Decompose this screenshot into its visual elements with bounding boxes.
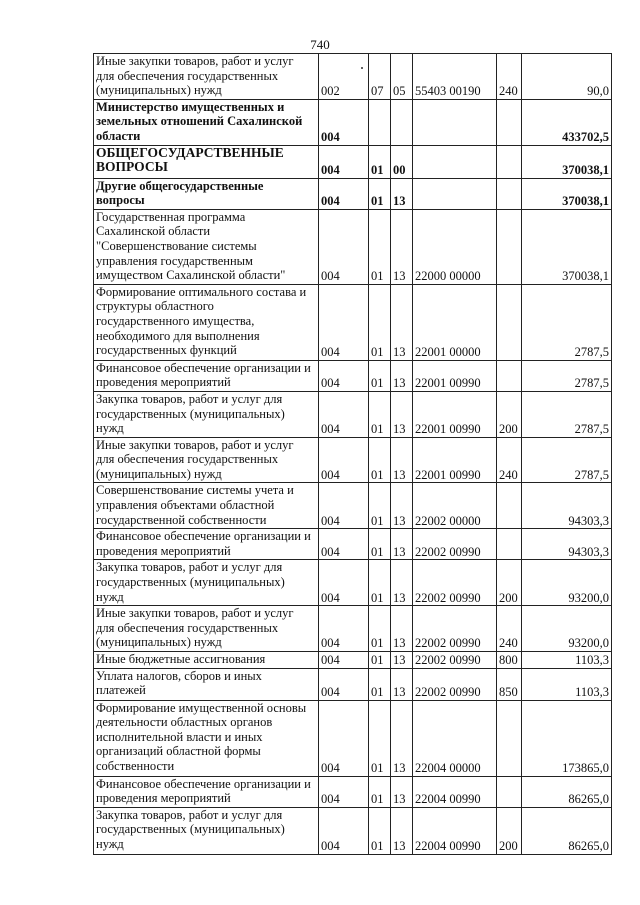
expense-type-cell bbox=[497, 209, 522, 284]
ministry-code-cell: 004 bbox=[319, 437, 369, 483]
target-article-cell: 22002 00990 bbox=[413, 668, 497, 700]
row-name-cell: Государственная программа Сахалинской области "Совершенствование системы управления государственным имуществом Сахалинской области" bbox=[94, 209, 319, 284]
section-code-cell: 01 bbox=[369, 145, 391, 178]
table-row bbox=[94, 360, 612, 391]
ministry-code-cell: 004 bbox=[319, 700, 369, 776]
section-code-cell: 07 bbox=[369, 54, 391, 100]
subsection-code-cell bbox=[391, 99, 413, 145]
ministry-code-cell: 004 bbox=[319, 391, 369, 437]
subsection-code-cell: 13 bbox=[391, 668, 413, 700]
row-name-cell: Уплата налогов, сборов и иных платежей bbox=[94, 668, 319, 700]
target-article-cell: 22001 00990 bbox=[413, 437, 497, 483]
row-name-cell: Финансовое обеспечение организации и проведения мероприятий bbox=[94, 529, 319, 560]
section-code-cell: 01 bbox=[369, 391, 391, 437]
target-article-cell: 22002 00990 bbox=[413, 652, 497, 669]
amount-cell: 173865,0 bbox=[522, 700, 612, 776]
subsection-code-cell: 13 bbox=[391, 391, 413, 437]
ministry-code-cell: 004 bbox=[319, 560, 369, 606]
expense-type-cell bbox=[497, 483, 522, 529]
amount-cell: 94303,3 bbox=[522, 483, 612, 529]
amount-cell: 86265,0 bbox=[522, 776, 612, 807]
table-row bbox=[94, 54, 612, 100]
section-code-cell: 01 bbox=[369, 606, 391, 652]
row-name-cell: Формирование оптимального состава и структуры областного государственного имущества, необходимого для выполнения государственных функций bbox=[94, 284, 319, 360]
row-name-cell: Другие общегосударственные вопросы bbox=[94, 178, 319, 209]
expense-type-cell: 200 bbox=[497, 560, 522, 606]
ministry-code-cell: 002 bbox=[319, 54, 369, 100]
amount-cell: 93200,0 bbox=[522, 560, 612, 606]
table-row bbox=[94, 145, 612, 178]
subsection-code-cell: 13 bbox=[391, 483, 413, 529]
expense-type-cell: 800 bbox=[497, 652, 522, 669]
ministry-code-cell: 004 bbox=[319, 776, 369, 807]
section-code-cell: 01 bbox=[369, 560, 391, 606]
amount-cell: 2787,5 bbox=[522, 391, 612, 437]
expense-type-cell: 240 bbox=[497, 606, 522, 652]
subsection-code-cell: 05 bbox=[391, 54, 413, 100]
ministry-code-cell: 004 bbox=[319, 178, 369, 209]
table-row bbox=[94, 391, 612, 437]
target-article-cell: 22002 00990 bbox=[413, 606, 497, 652]
expense-type-cell: 240 bbox=[497, 54, 522, 100]
expense-type-cell bbox=[497, 700, 522, 776]
amount-cell: 86265,0 bbox=[522, 807, 612, 854]
row-name-cell: Закупка товаров, работ и услуг для государственных (муниципальных) нужд bbox=[94, 391, 319, 437]
target-article-cell bbox=[413, 145, 497, 178]
section-code-cell: 01 bbox=[369, 209, 391, 284]
expense-type-cell bbox=[497, 776, 522, 807]
amount-cell: 90,0 bbox=[522, 54, 612, 100]
subsection-code-cell: 13 bbox=[391, 807, 413, 854]
ministry-code-cell: 004 bbox=[319, 284, 369, 360]
expense-type-cell bbox=[497, 178, 522, 209]
table-row bbox=[94, 284, 612, 360]
subsection-code-cell: 13 bbox=[391, 284, 413, 360]
section-code-cell: 01 bbox=[369, 284, 391, 360]
amount-cell: 1103,3 bbox=[522, 668, 612, 700]
amount-cell: 370038,1 bbox=[522, 209, 612, 284]
target-article-cell: 22001 00990 bbox=[413, 360, 497, 391]
subsection-code-cell: 13 bbox=[391, 437, 413, 483]
amount-cell: 370038,1 bbox=[522, 145, 612, 178]
section-code-cell: 01 bbox=[369, 360, 391, 391]
expense-type-cell: 200 bbox=[497, 391, 522, 437]
target-article-cell: 22004 00990 bbox=[413, 776, 497, 807]
amount-cell: 2787,5 bbox=[522, 437, 612, 483]
section-code-cell: 01 bbox=[369, 700, 391, 776]
table-row bbox=[94, 776, 612, 807]
ministry-code-cell: 004 bbox=[319, 145, 369, 178]
expense-type-cell: 850 bbox=[497, 668, 522, 700]
row-name-cell: ОБЩЕГОСУДАРСТВЕННЫЕ ВОПРОСЫ bbox=[94, 145, 319, 178]
ministry-code-cell: 004 bbox=[319, 529, 369, 560]
ministry-code-cell: 004 bbox=[319, 99, 369, 145]
section-code-cell: 01 bbox=[369, 652, 391, 669]
expense-type-cell bbox=[497, 99, 522, 145]
row-name-cell: Министерство имущественных и земельных отношений Сахалинской области bbox=[94, 99, 319, 145]
section-code-cell: 01 bbox=[369, 483, 391, 529]
row-name-cell: Финансовое обеспечение организации и проведения мероприятий bbox=[94, 360, 319, 391]
ministry-code-cell: 004 bbox=[319, 668, 369, 700]
section-code-cell: 01 bbox=[369, 178, 391, 209]
subsection-code-cell: 13 bbox=[391, 606, 413, 652]
table-row bbox=[94, 560, 612, 606]
expense-type-cell: 240 bbox=[497, 437, 522, 483]
amount-cell: 94303,3 bbox=[522, 529, 612, 560]
row-name-cell: Закупка товаров, работ и услуг для государственных (муниципальных) нужд bbox=[94, 560, 319, 606]
subsection-code-cell: 13 bbox=[391, 529, 413, 560]
table-row bbox=[94, 529, 612, 560]
table-row bbox=[94, 652, 612, 669]
amount-cell: 93200,0 bbox=[522, 606, 612, 652]
target-article-cell: 22001 00000 bbox=[413, 284, 497, 360]
ministry-code-cell: 004 bbox=[319, 360, 369, 391]
ministry-code-cell: 004 bbox=[319, 483, 369, 529]
target-article-cell: 22004 00990 bbox=[413, 807, 497, 854]
ministry-code-cell: 004 bbox=[319, 209, 369, 284]
subsection-code-cell: 13 bbox=[391, 360, 413, 391]
page-number: 740 bbox=[310, 37, 330, 52]
table-row bbox=[94, 178, 612, 209]
target-article-cell: 22002 00000 bbox=[413, 483, 497, 529]
table-row bbox=[94, 209, 612, 284]
expense-type-cell bbox=[497, 145, 522, 178]
table-row bbox=[94, 700, 612, 776]
ministry-code-cell: 004 bbox=[319, 606, 369, 652]
table-row bbox=[94, 807, 612, 854]
subsection-code-cell: 00 bbox=[391, 145, 413, 178]
section-code-cell: 01 bbox=[369, 529, 391, 560]
target-article-cell bbox=[413, 178, 497, 209]
subsection-code-cell: 13 bbox=[391, 560, 413, 606]
amount-cell: 2787,5 bbox=[522, 284, 612, 360]
target-article-cell: 22002 00990 bbox=[413, 529, 497, 560]
row-name-cell: Иные бюджетные ассигнования bbox=[94, 652, 319, 669]
table-row bbox=[94, 668, 612, 700]
budget-table bbox=[93, 53, 612, 855]
ministry-code-cell: 004 bbox=[319, 807, 369, 854]
row-name-cell: Совершенствование системы учета и управления объектами областной государственной собственности bbox=[94, 483, 319, 529]
row-name-cell: Иные закупки товаров, работ и услуг для обеспечения государственных (муниципальных) нужд bbox=[94, 606, 319, 652]
expense-type-cell bbox=[497, 284, 522, 360]
target-article-cell: 55403 00190 bbox=[413, 54, 497, 100]
section-code-cell: 01 bbox=[369, 668, 391, 700]
amount-cell: 1103,3 bbox=[522, 652, 612, 669]
subsection-code-cell: 13 bbox=[391, 178, 413, 209]
row-name-cell: Финансовое обеспечение организации и проведения мероприятий bbox=[94, 776, 319, 807]
expense-type-cell bbox=[497, 529, 522, 560]
amount-cell: 370038,1 bbox=[522, 178, 612, 209]
table-body bbox=[94, 54, 612, 855]
ministry-code-cell: 004 bbox=[319, 652, 369, 669]
section-code-cell: 01 bbox=[369, 437, 391, 483]
row-name-cell: Иные закупки товаров, работ и услуг для обеспечения государственных (муниципальных) нужд bbox=[94, 54, 319, 100]
target-article-cell bbox=[413, 99, 497, 145]
subsection-code-cell: 13 bbox=[391, 652, 413, 669]
subsection-code-cell: 13 bbox=[391, 776, 413, 807]
amount-cell: 2787,5 bbox=[522, 360, 612, 391]
target-article-cell: 22004 00000 bbox=[413, 700, 497, 776]
row-name-cell: Иные закупки товаров, работ и услуг для обеспечения государственных (муниципальных) нужд bbox=[94, 437, 319, 483]
expense-type-cell: 200 bbox=[497, 807, 522, 854]
target-article-cell: 22002 00990 bbox=[413, 560, 497, 606]
target-article-cell: 22001 00990 bbox=[413, 391, 497, 437]
row-name-cell: Формирование имущественной основы деятельности областных органов исполнительной власти и иных организаций областной формы собственности bbox=[94, 700, 319, 776]
table-row bbox=[94, 99, 612, 145]
section-code-cell: 01 bbox=[369, 807, 391, 854]
table-row bbox=[94, 606, 612, 652]
target-article-cell: 22000 00000 bbox=[413, 209, 497, 284]
table-row bbox=[94, 483, 612, 529]
row-name-cell: Закупка товаров, работ и услуг для государственных (муниципальных) нужд bbox=[94, 807, 319, 854]
subsection-code-cell: 13 bbox=[391, 209, 413, 284]
section-code-cell bbox=[369, 99, 391, 145]
table-row bbox=[94, 437, 612, 483]
section-code-cell: 01 bbox=[369, 776, 391, 807]
subsection-code-cell: 13 bbox=[391, 700, 413, 776]
amount-cell: 433702,5 bbox=[522, 99, 612, 145]
expense-type-cell bbox=[497, 360, 522, 391]
